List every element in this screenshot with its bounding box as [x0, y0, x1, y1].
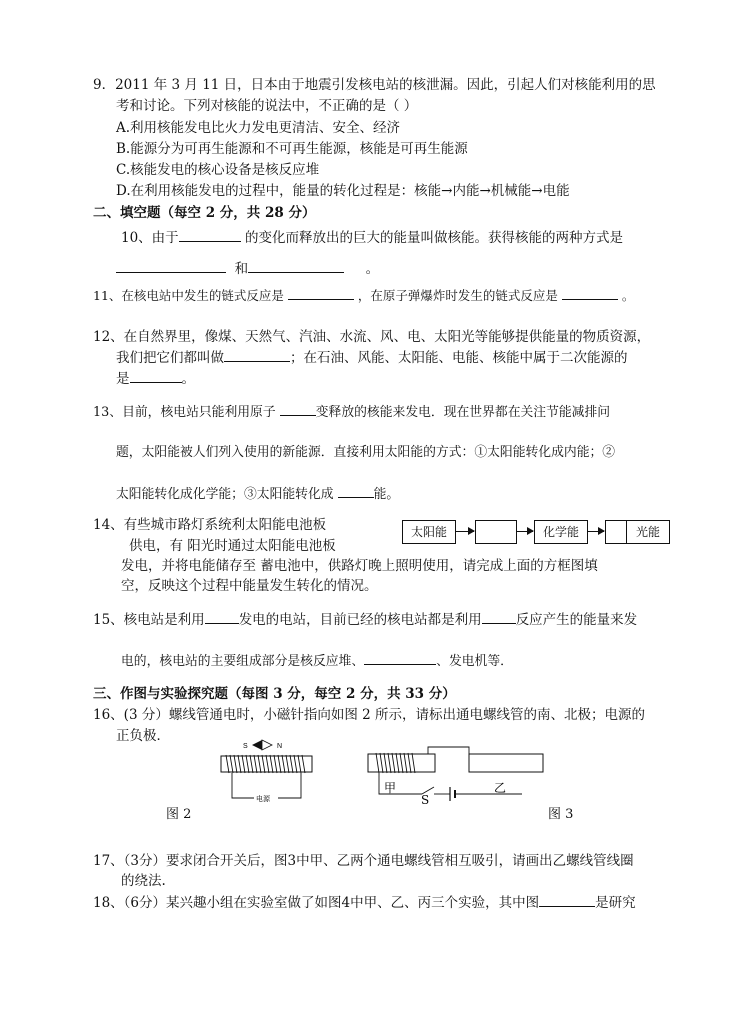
q13-line1: 13、目前，核电站只能利用原子 变释放的核能来发电．现在世界都在关注节能减排问	[93, 405, 611, 420]
compass-needle-dark-icon	[252, 740, 262, 750]
q13-line3: 太阳能转化成化学能；③太阳能转化成 能。	[116, 487, 400, 502]
section3-title: 三、作图与实验探究题（每图 3 分，每空 2 分，共 33 分）	[93, 686, 456, 702]
figure-2-caption: 图 2	[166, 807, 192, 822]
q14-line1: 14、有些城市路灯系统利太阳能电池板	[93, 517, 327, 533]
fig2-n-label: N	[277, 743, 283, 750]
q12-line3: 是 。	[116, 371, 195, 387]
power-source-label: 电源	[256, 796, 270, 803]
flow-box-light: 光能	[626, 520, 670, 544]
fig2-s-label: S	[243, 743, 248, 750]
section2-title: 二、填空题（每空 2 分，共 28 分）	[93, 205, 316, 221]
q10-blank-1[interactable]	[179, 229, 241, 242]
q18-line: 18、（6分）某兴趣小组在实验室做了如图4中甲、乙、丙三个实验，其中图 是研究	[93, 895, 636, 911]
q9-line1: 9．2011 年 3 月 11 日，日本由于地震引发核电站的核泄漏。因此，引起人们对核能利用的思	[93, 77, 656, 93]
q15-line1: 15、核电站是利用 发电的电站，目前已经的核电站都是利用 反应产生的能量来发	[93, 612, 638, 628]
q15-blank-1[interactable]	[205, 611, 239, 624]
flow-box-solar: 太阳能	[402, 520, 456, 544]
q9-option-b: B.能源分为可再生能源和不可再生能源，核能是可再生能源	[116, 141, 468, 157]
q9-line2: 考和讨论。下列对核能的说法中，不正确的是（ ）	[116, 98, 418, 114]
q11-line: 11、在核电站中发生的链式反应是 ，在原子弹爆炸时发生的链式反应是 。	[93, 288, 635, 303]
q15-blank-2[interactable]	[482, 611, 516, 624]
q12-blank-1[interactable]	[224, 349, 290, 362]
fig3-jia-label: 甲	[384, 781, 397, 795]
figure-3-caption: 图 3	[548, 807, 574, 822]
q12-line2: 我们把它们都叫做 ；在石油、风能、太阳能、电能、核能中属于二次能源的	[116, 350, 628, 366]
fig3-yi-label: 乙	[494, 781, 507, 795]
q12-blank-2[interactable]	[130, 370, 182, 383]
compass-needle-light-icon	[262, 740, 272, 750]
q16-line1: 16、(3 分）螺线管通电时，小磁针指向如图 2 所示，请标出通电螺线管的南、北极；电源的	[93, 707, 645, 723]
fig3-top-wire	[428, 747, 469, 754]
q10-blank-3[interactable]	[248, 260, 344, 273]
flow-box-blank-1[interactable]	[475, 520, 517, 544]
q14-line4: 空，反映这个过程中能量发生转化的情况。	[121, 578, 378, 594]
q15-blank-3[interactable]	[364, 652, 436, 665]
flow-arrow-2	[516, 531, 533, 532]
flow-box-chemical: 化学能	[534, 520, 588, 544]
q17-line2: 的绕法.	[121, 873, 166, 889]
q18-blank-1[interactable]	[539, 894, 595, 907]
q9-option-c: C.核能发电的核心设备是核反应堆	[116, 162, 320, 178]
q11-blank-1[interactable]	[288, 287, 354, 300]
q16-line2: 正负极．	[116, 728, 170, 744]
q17-line1: 17、（3分）要求闭合开关后，图3中甲、乙两个通电螺线管相互吸引，请画出乙螺线管线圈	[93, 853, 634, 869]
q12-line1: 12、在自然界里，像煤、天然气、汽油、水流、风、电、太阳光等能够提供能量的物质资源，	[93, 329, 651, 345]
q11-blank-2[interactable]	[562, 287, 618, 300]
q10-line2: 和 。	[116, 260, 379, 278]
figure-2-diagram	[210, 738, 322, 806]
q9-option-d: D.在利用核能发电的过程中，能量的转化过程是：核能→内能→机械能→电能	[116, 183, 570, 199]
q9-option-a: A.利用核能发电比火力发电更清洁、安全、经济	[116, 120, 401, 136]
q13-blank-2[interactable]	[338, 485, 374, 498]
q14-line2: 供电，有 阳光时通过太阳能电池板	[129, 538, 336, 554]
q14-line3: 发电，并将电能储存至 蓄电池中，供路灯晚上照明使用，请完成上面的方框图填	[121, 558, 598, 574]
q13-line2: 题，太阳能被人们列入使用的新能源．直接利用太阳能的方式：①太阳能转化成内能；②	[116, 445, 616, 460]
q15-line2: 电的，核电站的主要组成部分是核反应堆、 、发电机等．	[121, 654, 513, 669]
fig3-s-label: S	[421, 793, 430, 806]
q13-blank-1[interactable]	[280, 403, 316, 416]
q10-line1: 10、由于 的变化而释放出的巨大的能量叫做核能。获得核能的两种方式是	[121, 230, 623, 246]
q10-blank-2[interactable]	[116, 260, 226, 273]
solenoid-yi-core	[469, 754, 543, 772]
flow-arrow-3	[587, 531, 604, 532]
figure-3-diagram	[362, 746, 550, 806]
flow-arrow-1	[455, 531, 474, 532]
